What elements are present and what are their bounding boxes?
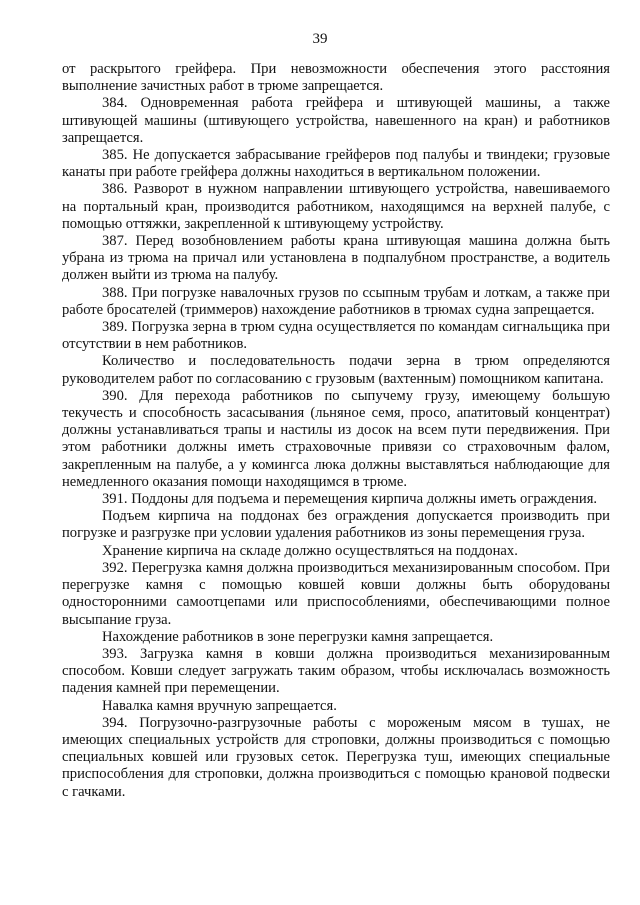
page-number: 39 (312, 31, 328, 47)
paragraph: от раскрытого грейфера. При невозможности обеспечения этого расстояния выполнение зачистных работ в трюме запрещается. (62, 61, 610, 95)
paragraph: 393. Загрузка камня в ковши должна производиться механизированным способом. Ковши следует загружать таким образом, чтобы исключалась возможность падения камней при перемещении. (62, 645, 610, 697)
paragraph: 392. Перегрузка камня должна производиться механизированным способом. При перегрузке камня с помощью ковшей ковши должны быть оборудованы односторонними самоотцепами или приспособлениями, обеспечивающими полное высыпание груза. (62, 559, 610, 628)
paragraph: 389. Погрузка зерна в трюм судна осуществляется по командам сигнальщика при отсутствии в нем работников. (62, 319, 610, 353)
paragraph: 388. При погрузке навалочных грузов по ссыпным трубам и лоткам, а также при работе бросателей (триммеров) нахождение работников в трюмах судна запрещается. (62, 284, 610, 318)
body-text (62, 61, 610, 801)
paragraph: Навалка камня вручную запрещается. (102, 697, 337, 714)
paragraph: 385. Не допускается забрасывание грейферов под палубы и твиндеки; грузовые канаты при работе грейфера должны находиться в вертикальном положении. (62, 147, 610, 181)
paragraph: 391. Поддоны для подъема и перемещения кирпича должны иметь ограждения. (102, 491, 598, 508)
paragraph: 386. Разворот в нужном направлении штивующего устройства, навешиваемого на портальный кран, производится работником, находящимся на верхней палубе, с помощью оттяжки, закрепленной к штивующему устройству. (62, 181, 610, 232)
paragraph: Количество и последовательность подачи зерна в трюм определяются руководителем работ по согласованию с грузовым (вахтенным) помощником капитана. (62, 353, 610, 387)
paragraph: 394. Погрузочно-разгрузочные работы с мороженым мясом в тушах, не имеющих специальных устройств для строповки, должны производиться с помощью специальных ковшей или грузовых сеток. Перегрузка туш, имеющих специальные приспособления для строповки, должна производиться с помощью крановой подвески с гачками. (62, 714, 610, 800)
paragraph: Подъем кирпича на поддонах без ограждения допускается производить при погрузке и разгрузке при условии удаления работников из зоны перемещения груза. (62, 508, 610, 542)
paragraph: 384. Одновременная работа грейфера и штивующей машины, а также штивующей машины (штивующего устройства, навешенного на кран) и работников запрещается. (62, 95, 610, 146)
paragraph: Нахождение работников в зоне перегрузки камня запрещается. (102, 628, 494, 645)
paragraph: 390. Для перехода работников по сыпучему грузу, имеющему большую текучесть и способность засасывания (льняное семя, просо, апатитовый концентрат) должны устанавливаться трапы и настилы из досок на всем пути передвижения. При этом работники должны иметь страховочные привязи со страховочным фалом, закрепленным на палубе, а у комингса люка должны выставляться наблюдающие для немедленного оказания помощи находящимся в трюме. (62, 387, 610, 490)
paragraph: 387. Перед возобновлением работы крана штивующая машина должна быть убрана из трюма на причал или установлена в подпалубном пространстве, а водитель должен выйти из трюма на палубу. (62, 233, 610, 284)
paragraph: Хранение кирпича на складе должно осуществляться на поддонах. (102, 542, 518, 559)
